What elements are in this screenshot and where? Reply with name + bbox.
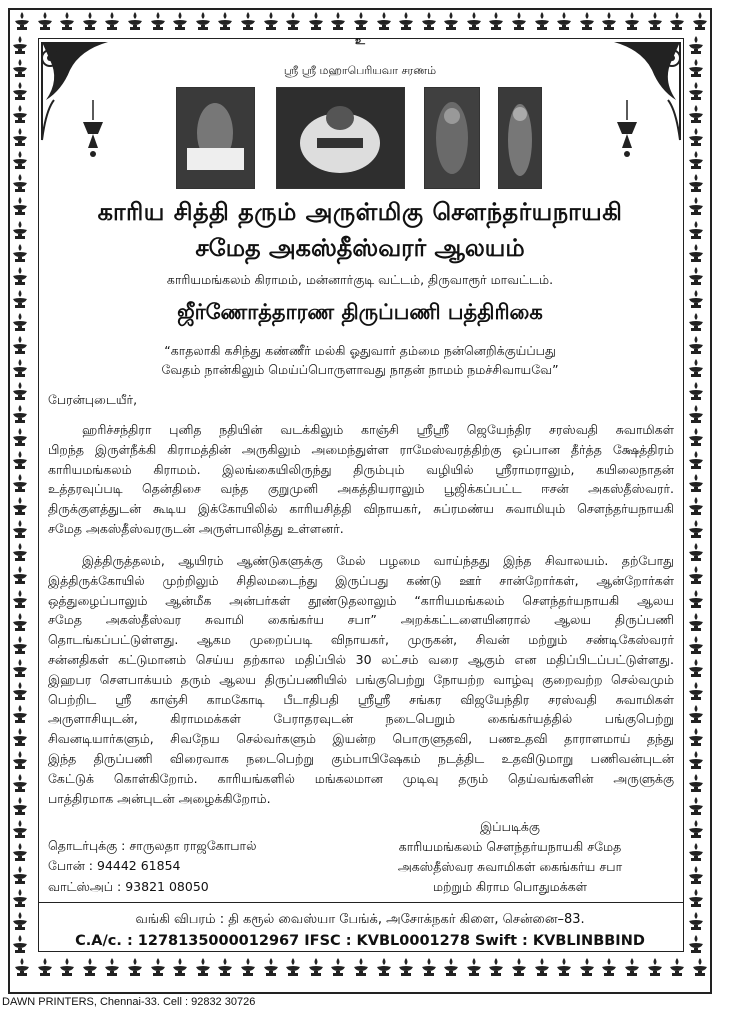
lamp-icon xyxy=(647,958,663,980)
lamp-icon xyxy=(688,405,710,423)
lamp-icon xyxy=(12,244,34,262)
lamp-icon xyxy=(556,958,572,980)
lamp-icon xyxy=(624,12,640,34)
lamp-icon xyxy=(692,12,708,34)
contact-name: தொடர்புக்கு : சாருலதா ராஜகோபால் xyxy=(48,838,257,853)
lamp-icon xyxy=(688,474,710,492)
lamp-icon xyxy=(308,12,324,34)
lamp-icon xyxy=(534,958,550,980)
lamp-icon xyxy=(172,12,188,34)
lamp-icon xyxy=(579,958,595,980)
lamp-icon xyxy=(688,613,710,631)
lamp-icon xyxy=(12,774,34,792)
lamp-icon xyxy=(172,958,188,980)
lamp-icon xyxy=(511,958,527,980)
lamp-icon xyxy=(12,659,34,677)
lamp-icon xyxy=(488,12,504,34)
signature-line3: அகஸ்தீஸ்வர சுவாமிகள் கைங்கர்ய சபா xyxy=(397,859,623,874)
lamp-icon xyxy=(12,751,34,769)
lamp-border-top xyxy=(14,12,708,34)
paragraph-line: ஒத்துழைப்பாலும் ஆன்மீக அன்பர்கள் தூண்டுதலாலும் “காரியமங்கலம் சௌந்தர்யநாயகி ஆலய xyxy=(48,592,674,608)
lamp-icon xyxy=(12,820,34,838)
paragraph-line: சமேத அகஸ்தீஸ்வர சுவாமி கைங்கர்ய சபா” அறக்கட்டளையினரால் ஆலய திருப்பணி xyxy=(48,612,674,628)
lamp-icon xyxy=(12,382,34,400)
lamp-icon xyxy=(12,405,34,423)
lamp-icon xyxy=(195,958,211,980)
lamp-icon xyxy=(12,843,34,861)
lamp-icon xyxy=(12,889,34,907)
paragraph-line: சமேத அகஸ்தீஸ்வரருடன் அருள்பாலித்து உள்ளனர். xyxy=(48,520,344,536)
paragraph-line: உத்தரவுப்படி தென்திசை வந்த குறுமுனி அகத்தியராலும் பூஜிக்கப்பட்ட ஈசன் அகஸ்தீஸ்வரர். xyxy=(48,481,674,497)
lamp-icon xyxy=(12,221,34,239)
lamp-icon xyxy=(12,313,34,331)
printer-credit: DAWN PRINTERS, Chennai-33. Cell : 92832 30726 xyxy=(2,996,256,1008)
lamp-icon xyxy=(82,12,98,34)
lamp-icon xyxy=(37,12,53,34)
lamp-icon xyxy=(688,659,710,677)
invocation: ஸ்ரீ ஸ்ரீ மஹாபெரியவா சரணம் xyxy=(283,64,437,77)
signature-line4: மற்றும் கிராம பொதுமக்கள் xyxy=(432,879,588,894)
lamp-icon xyxy=(353,12,369,34)
lamp-icon xyxy=(14,12,30,34)
lamp-icon xyxy=(688,682,710,700)
lamp-icon xyxy=(12,613,34,631)
hanging-lamp-right-icon xyxy=(612,100,642,160)
lamp-border-bottom xyxy=(14,958,708,980)
quote-line1: “காதலாகி கசிந்து கண்ணீர் மல்கி ஓதுவார் தம்மை நன்னெறிக்குய்ப்பது xyxy=(164,343,556,358)
lamp-icon xyxy=(688,751,710,769)
lamp-icon xyxy=(688,128,710,146)
lamp-icon xyxy=(688,935,710,953)
temple-title-line1: காரிய சித்தி தரும் அருள்மிகு சௌந்தர்யநாயகி xyxy=(97,198,623,226)
lamp-icon xyxy=(688,197,710,215)
lamp-icon xyxy=(421,12,437,34)
lamp-icon xyxy=(12,151,34,169)
lamp-icon xyxy=(285,958,301,980)
lamp-icon xyxy=(647,12,663,34)
lamp-icon xyxy=(330,958,346,980)
paragraph-line: சிவனடியார்களும், சிவநேய செல்வர்களும் இயன்ற பொருளுதவி, பணஉதவி தாராளமாய் தந்து xyxy=(48,731,674,747)
lamp-icon xyxy=(688,290,710,308)
lamp-icon xyxy=(12,797,34,815)
lamp-icon xyxy=(104,12,120,34)
paragraph-line: இத்திருத்தலம், ஆயிரம் ஆண்டுகளுக்கு மேல் பழமை வாய்ந்தது இந்த சிவாலயம். தற்போது xyxy=(82,553,674,568)
top-mark: உ xyxy=(355,34,365,47)
lamp-icon xyxy=(688,636,710,654)
lamp-border-right xyxy=(688,36,710,954)
lamp-icon xyxy=(556,12,572,34)
lamp-icon xyxy=(421,958,437,980)
temple-title-line2: சமேத அகஸ்தீஸ்வரர் ஆலயம் xyxy=(195,234,525,262)
lamp-icon xyxy=(12,590,34,608)
paragraph-line: இந்த திருப்பணி விரைவாக நடைபெற்று கும்பாபிஷேகம் நடத்திட உதவிடுமாறு பணிவன்புடன் xyxy=(48,750,674,766)
lamp-icon xyxy=(150,958,166,980)
lamp-icon xyxy=(376,12,392,34)
paragraph-2 xyxy=(48,551,674,808)
lamp-icon xyxy=(688,105,710,123)
lamp-icon xyxy=(688,428,710,446)
lamp-icon xyxy=(104,958,120,980)
lamp-icon xyxy=(624,958,640,980)
lamp-icon xyxy=(688,313,710,331)
lamp-icon xyxy=(688,843,710,861)
quote-line2: வேதம் நான்கிலும் மெய்ப்பொருளாவது நாதன் நாமம் நமச்சிவாயவே” xyxy=(161,362,559,377)
lamp-icon xyxy=(127,12,143,34)
deity-photo-3 xyxy=(424,87,480,189)
lamp-icon xyxy=(12,267,34,285)
lamp-icon xyxy=(217,958,233,980)
lamp-icon xyxy=(669,12,685,34)
lamp-icon xyxy=(59,12,75,34)
lamp-icon xyxy=(150,12,166,34)
paragraph-line: காரியமங்கலம் கிராமம். இலங்கையிலிருந்து திரும்பும் வழியில் ஸ்ரீராமராலும், கயிலைநாதன் xyxy=(48,461,674,477)
deity-photo-4 xyxy=(498,87,542,189)
lamp-icon xyxy=(688,520,710,538)
lamp-icon xyxy=(12,451,34,469)
lamp-icon xyxy=(688,889,710,907)
lamp-icon xyxy=(263,12,279,34)
lamp-icon xyxy=(688,497,710,515)
lamp-icon xyxy=(488,958,504,980)
divider xyxy=(38,902,684,903)
lamp-icon xyxy=(688,866,710,884)
lamp-icon xyxy=(534,12,550,34)
lamp-icon xyxy=(692,958,708,980)
lamp-icon xyxy=(12,497,34,515)
deity-photo-1 xyxy=(176,87,255,189)
lamp-icon xyxy=(59,958,75,980)
paragraph-line: தொடங்கப்பட்டுள்ளது. ஆகம முறைப்படி விநாயகர், முருகன், சிவன் மற்றும் சண்டிகேஸ்வரர் xyxy=(48,632,674,648)
paragraph-line: இஹபர சௌபாக்யம் தரும் ஆலய திருப்பணியில் பங்குபெற்று நோயற்ற வாழ்வு குறைவற்ற செல்வமும் xyxy=(48,671,674,687)
lamp-icon xyxy=(330,12,346,34)
lamp-icon xyxy=(12,543,34,561)
lamp-icon xyxy=(688,451,710,469)
lamp-icon xyxy=(688,221,710,239)
lamp-icon xyxy=(688,382,710,400)
lamp-icon xyxy=(688,267,710,285)
lamp-icon xyxy=(12,428,34,446)
lamp-icon xyxy=(688,705,710,723)
lamp-icon xyxy=(12,520,34,538)
lamp-icon xyxy=(12,359,34,377)
temple-address: காரியமங்கலம் கிராமம், மன்னார்குடி வட்டம், திருவாரூர் மாவட்டம். xyxy=(166,272,554,287)
paragraph-line: ஹரிச்சந்திரா புனித நதியின் வடக்கிலும் காஞ்சி ஸ்ரீஸ்ரீ ஜெயேந்திர சரஸ்வதி சுவாமிகள் xyxy=(82,422,674,437)
hanging-lamp-left-icon xyxy=(78,100,108,160)
lamp-icon xyxy=(353,958,369,980)
paragraph-line: பாத்திரமாக அன்புடன் அழைக்கிறோம். xyxy=(48,790,271,806)
lamp-icon xyxy=(579,12,595,34)
signature-line2: காரியமங்கலம் சௌந்தர்யநாயகி சமேத xyxy=(398,839,622,854)
lamp-icon xyxy=(398,958,414,980)
paragraph-line: கேட்டுக் கொள்கிறோம். காரியங்களில் மங்கலமான முடிவு தரும் தெய்வங்களின் அருளுக்கு xyxy=(48,770,674,786)
lamp-icon xyxy=(601,958,617,980)
lamp-icon xyxy=(466,958,482,980)
lamp-icon xyxy=(240,12,256,34)
lamp-icon xyxy=(688,912,710,930)
lamp-icon xyxy=(12,105,34,123)
lamp-icon xyxy=(12,197,34,215)
lamp-icon xyxy=(688,590,710,608)
lamp-icon xyxy=(443,12,459,34)
lamp-icon xyxy=(14,958,30,980)
lamp-icon xyxy=(308,958,324,980)
paragraph-line: திருக்குளத்துடன் கூடிய இக்கோயிலில் காரியசித்தி விநாயகர், சுப்ரமண்ய சுவாமியும் சௌந்தர்யநாயகி xyxy=(48,501,674,517)
bank-account: C.A/c. : 1278135000012967 IFSC : KVBL0001278 Swift : KVBLINBBIND xyxy=(75,933,645,949)
lamp-icon xyxy=(12,290,34,308)
lamp-icon xyxy=(443,958,459,980)
lamp-icon xyxy=(240,958,256,980)
lamp-icon xyxy=(669,958,685,980)
lamp-icon xyxy=(127,958,143,980)
lamp-icon xyxy=(466,12,482,34)
lamp-icon xyxy=(217,12,233,34)
lamp-icon xyxy=(12,128,34,146)
lamp-icon xyxy=(511,12,527,34)
lamp-icon xyxy=(195,12,211,34)
greeting: பேரன்புடையீர், xyxy=(48,392,138,407)
lamp-icon xyxy=(12,336,34,354)
lamp-icon xyxy=(688,174,710,192)
signature-line1: இப்படிக்கு xyxy=(480,819,540,834)
lamp-icon xyxy=(12,59,34,77)
lamp-icon xyxy=(688,728,710,746)
lamp-icon xyxy=(12,636,34,654)
lamp-icon xyxy=(263,958,279,980)
paragraph-line: சன்னதிகள் கட்டுமானம் செய்ய தற்கால மதிப்பில் 30 லட்சம் வரை ஆகும் என மதிப்பிடப்பட்டுள்ளது. xyxy=(48,651,674,667)
lamp-icon xyxy=(601,12,617,34)
paragraph-line: பிறந்த இருள்நீக்கி கிராமத்தின் அருகிலும் அமைந்துள்ள ராமேஸ்வரத்திற்கு ஒப்பான தீர்த்த க்ஷேத்திரம் xyxy=(48,441,674,457)
lamp-icon xyxy=(12,705,34,723)
lamp-icon xyxy=(688,82,710,100)
lamp-border-left xyxy=(12,36,34,954)
lamp-icon xyxy=(12,728,34,746)
bank-details: வங்கி விபரம் : தி கரூல் வைஸ்யா பேங்க், அசோக்நகர் கிளை, சென்னை–83. xyxy=(135,912,585,927)
lamp-icon xyxy=(12,682,34,700)
lamp-icon xyxy=(688,151,710,169)
lamp-icon xyxy=(688,543,710,561)
lamp-icon xyxy=(688,774,710,792)
lamp-icon xyxy=(12,174,34,192)
lamp-icon xyxy=(688,59,710,77)
lamp-icon xyxy=(688,820,710,838)
lamp-icon xyxy=(82,958,98,980)
lamp-icon xyxy=(688,566,710,584)
lamp-icon xyxy=(376,958,392,980)
deity-photo-2 xyxy=(276,87,405,189)
paragraph-line: இத்திருக்கோயில் முற்றிலும் சிதிலமடைந்து இருப்பது கண்டு ஊர் சான்றோர்கள், ஆன்றோர்கள் xyxy=(48,572,674,588)
lamp-icon xyxy=(12,912,34,930)
lamp-icon xyxy=(12,866,34,884)
lamp-icon xyxy=(12,935,34,953)
lamp-icon xyxy=(12,82,34,100)
lamp-icon xyxy=(12,566,34,584)
lamp-icon xyxy=(12,36,34,54)
lamp-icon xyxy=(688,359,710,377)
contact-phone: போன் : 94442 61854 xyxy=(48,858,181,873)
lamp-icon xyxy=(688,797,710,815)
paragraph-line: அருளாசியுடன், கிராமமக்கள் பேராதரவுடன் நடைபெறும் கைங்கர்யத்தில் பங்குபெற்று xyxy=(48,711,674,727)
paragraph-1 xyxy=(48,420,674,539)
lamp-icon xyxy=(37,958,53,980)
invitation-heading: ஜீர்ணோத்தாரண திருப்பணி பத்திரிகை xyxy=(177,300,543,324)
lamp-icon xyxy=(398,12,414,34)
lamp-icon xyxy=(285,12,301,34)
lamp-icon xyxy=(688,336,710,354)
paragraph-line: பெற்றிட ஸ்ரீ காஞ்சி காமகோடி பீடாதிபதி ஸ்ரீஸ்ரீ சங்கர விஜயேந்திர சரஸ்வதி சுவாமிகள் xyxy=(48,691,674,707)
lamp-icon xyxy=(12,474,34,492)
contact-whatsapp: வாட்ஸ்அப் : 93821 08050 xyxy=(48,879,209,894)
lamp-icon xyxy=(688,36,710,54)
lamp-icon xyxy=(688,244,710,262)
